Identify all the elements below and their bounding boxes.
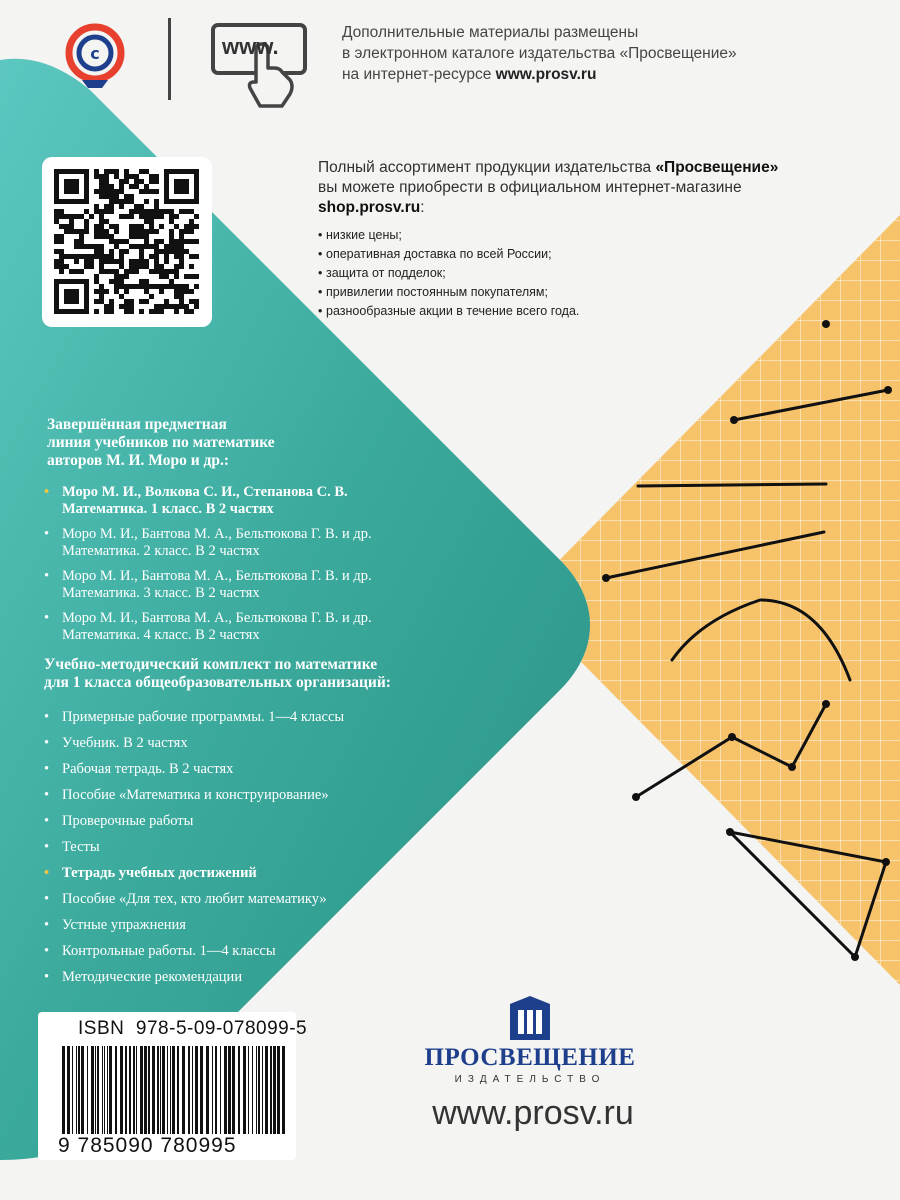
- catalog-note-line3: [342, 64, 862, 85]
- list-item: • Тесты: [44, 834, 484, 860]
- shop-brand: «Просвещение»: [655, 159, 779, 176]
- list-item: • Методические рекомендации: [44, 964, 484, 990]
- vertical-divider: [168, 18, 171, 100]
- list-item: • Учебник. В 2 частях: [44, 730, 484, 756]
- www-icon-label: www.: [222, 34, 279, 59]
- book-title: Математика. 3 класс. В 2 частях: [62, 584, 260, 601]
- list-item: • Примерные рабочие программы. 1—4 классы: [44, 704, 484, 730]
- list-item: [44, 526, 484, 559]
- list-item: • Рабочая тетрадь. В 2 частях: [44, 756, 484, 782]
- catalog-note-line1: Дополнительные материалы размещены: [342, 24, 639, 41]
- list-item: • оперативная доставка по всей России;: [318, 245, 878, 264]
- list-item: • привилегии постоянным покупателям;: [318, 283, 878, 302]
- list-item: • Контрольные работы. 1—4 классы: [44, 938, 484, 964]
- series-title: [47, 416, 467, 470]
- book-authors: • Моро М. И., Волкова С. И., Степанова С. В.: [62, 484, 348, 500]
- list-item: [44, 610, 484, 643]
- age-rating-logo-icon: [62, 20, 128, 92]
- barcode-digits: 9 785090 780995: [58, 1134, 237, 1157]
- svg-text:c: c: [90, 44, 100, 63]
- series-title-line1: Завершённая предметная: [47, 416, 227, 433]
- book-title: Математика. 4 класс. В 2 частях: [62, 626, 260, 643]
- publisher-name: ПРОСВЕЩЕНИЕ: [424, 1044, 636, 1071]
- book-title: Математика. 2 класс. В 2 частях: [62, 542, 260, 559]
- shop-line2: вы можете приобрести в официальном интернет-магазине: [318, 179, 742, 196]
- catalog-note-line2: в электронном каталоге издательства «Просвещение»: [342, 45, 737, 62]
- shop-line3-suffix: :: [420, 199, 425, 216]
- catalog-url[interactable]: www.prosv.ru: [495, 66, 597, 83]
- list-item: [44, 568, 484, 601]
- qr-code[interactable]: [42, 157, 212, 327]
- catalog-note: [342, 22, 862, 85]
- book-authors: • Моро М. И., Бантова М. А., Бельтюкова Г. В. и др.: [62, 568, 372, 584]
- book-title: Математика. 1 класс. В 2 частях: [62, 500, 274, 517]
- list-item: • защита от подделок;: [318, 264, 878, 283]
- list-item: • Тетрадь учебных достижений: [44, 860, 484, 886]
- book-list: [44, 484, 484, 652]
- list-item: • Пособие «Математика и конструирование»: [44, 782, 484, 808]
- list-item: • разнообразные акции в течение всего года.: [318, 302, 878, 321]
- book-authors: • Моро М. И., Бантова М. А., Бельтюкова Г. В. и др.: [62, 610, 372, 626]
- list-item: • Устные упражнения: [44, 912, 484, 938]
- publisher-subtitle: ИЗДАТЕЛЬСТВО: [454, 1074, 606, 1085]
- isbn-prefix: ISBN: [78, 1018, 125, 1039]
- barcode-icon: [62, 1046, 288, 1134]
- shop-line3: [318, 198, 878, 218]
- list-item: • Проверочные работы: [44, 808, 484, 834]
- kit-list: [44, 704, 484, 990]
- kit-title-line2: для 1 класса общеобразовательных организаций:: [44, 674, 391, 691]
- shop-url[interactable]: shop.prosv.ru: [318, 199, 421, 216]
- book-authors: • Моро М. И., Бантова М. А., Бельтюкова Г. В. и др.: [62, 526, 372, 542]
- benefits-list: [318, 226, 878, 321]
- shop-line1-prefix: Полный ассортимент продукции издательства: [318, 159, 656, 176]
- qr-code-icon: [42, 157, 212, 327]
- kit-title: [44, 656, 494, 692]
- shop-info: [318, 158, 878, 321]
- list-item: • Пособие «Для тех, кто любит математику»: [44, 886, 484, 912]
- catalog-note-prefix: на интернет-ресурсе: [342, 66, 496, 83]
- publisher-logo-icon: [508, 996, 552, 1042]
- publisher-url[interactable]: www.prosv.ru: [432, 1094, 634, 1132]
- kit-title-line1: Учебно-методический комплект по математике: [44, 656, 378, 673]
- series-title-line3: авторов М. И. Моро и др.:: [47, 452, 230, 469]
- isbn-number: 978-5-09-078099-5: [135, 1018, 308, 1039]
- series-title-line2: линия учебников по математике: [47, 434, 275, 451]
- isbn-label: [78, 1018, 307, 1040]
- list-item: • низкие цены;: [318, 226, 878, 245]
- list-item: [44, 484, 484, 517]
- shop-line1: [318, 158, 878, 178]
